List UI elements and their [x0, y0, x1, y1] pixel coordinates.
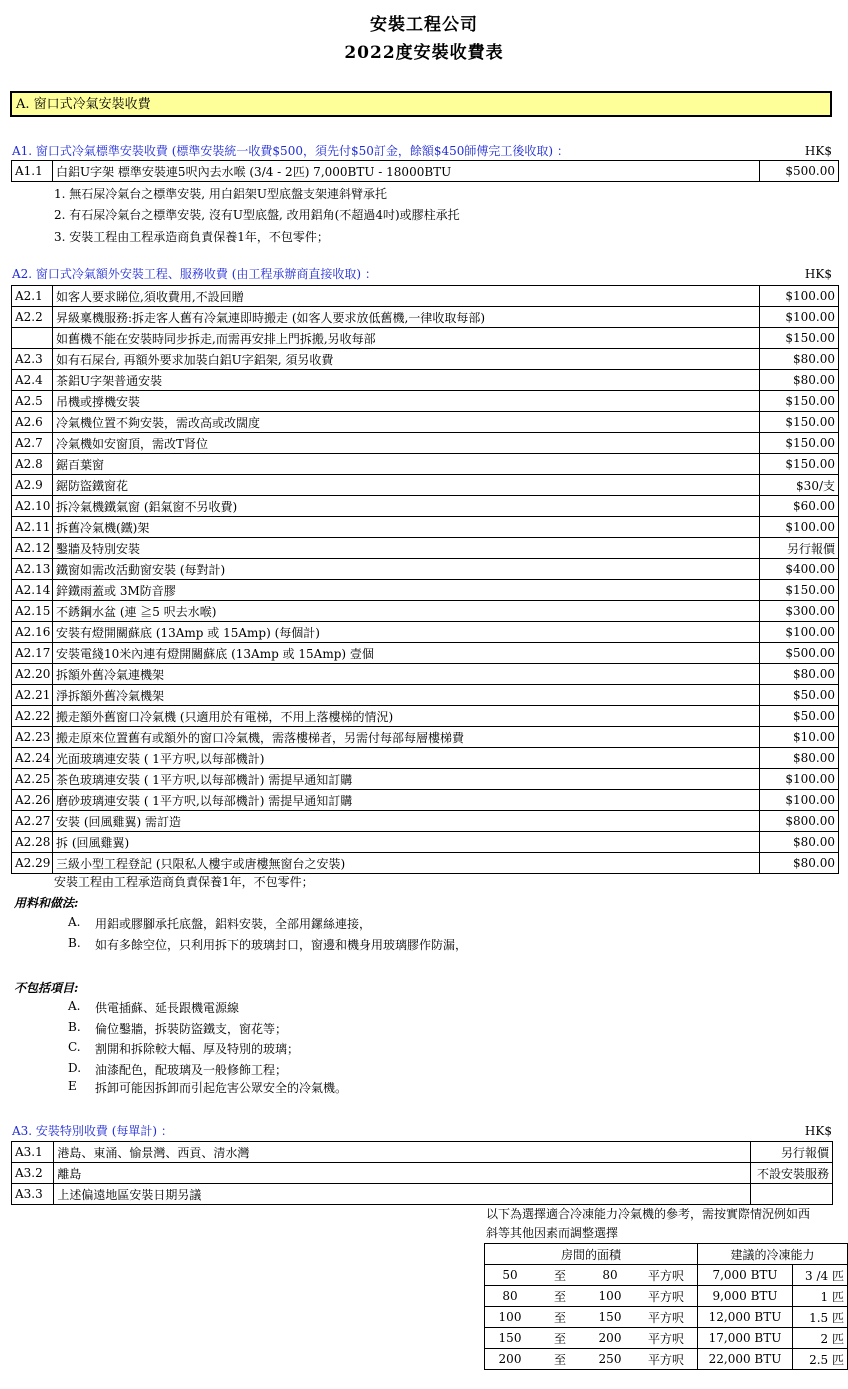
a2-row-code: A2.9 [12, 475, 53, 496]
table-row [12, 622, 839, 643]
a2-row-code: A2.10 [12, 496, 53, 517]
a2-row-code: A2.29 [12, 853, 53, 874]
a2-row-price: $150.00 [760, 391, 839, 412]
area-unit: 平方呎 [635, 1349, 698, 1370]
a2-row-price: $60.00 [760, 496, 839, 517]
a2-row-code: A2.22 [12, 706, 53, 727]
area-from: 200 [485, 1349, 536, 1370]
area-to: 250 [585, 1349, 635, 1370]
hp-value: 2.5 匹 [793, 1349, 848, 1370]
a2-row-code: A2.28 [12, 832, 53, 853]
area-to-word: 至 [535, 1265, 585, 1286]
a2-row-desc: 三級小型工程登記 (只限私人樓宇或唐樓無窗台之安裝) [53, 853, 760, 874]
excluded-label-b: B. [68, 1020, 81, 1034]
table-row [485, 1307, 848, 1328]
a1-note-1: 1. 無石屎冷氣台之標準安裝, 用白鋁架U型底盤支架連斜臂承托 [54, 187, 388, 201]
btu-value: 7,000 BTU [698, 1265, 793, 1286]
a2-row-price: $80.00 [760, 664, 839, 685]
excluded-label-c: C. [68, 1040, 81, 1054]
a2-row-price: $50.00 [760, 685, 839, 706]
table-title: 2022度安裝收費表 [344, 43, 504, 63]
a2-row-desc: 冷氣機位置不夠安裝，需改高或改闊度 [53, 412, 760, 433]
a2-row-desc: 搬走原來位置舊有或額外的窗口冷氣機，需落樓梯者，另需付每部每層樓梯費 [53, 727, 760, 748]
a2-row-price: $150.00 [760, 433, 839, 454]
a2-row-code: A2.15 [12, 601, 53, 622]
a3-heading: A3. 安裝特別收費 (每單計) ： [12, 1124, 173, 1138]
a2-row-code: A2.20 [12, 664, 53, 685]
table-row [12, 769, 839, 790]
table-row [12, 1184, 833, 1205]
a2-row-code: A2.8 [12, 454, 53, 475]
a2-row-desc: 鋸百葉窗 [53, 454, 760, 475]
a2-heading: A2. 窗口式冷氣額外安裝工程、服務收費 (由工程承辦商直接收取) ： [12, 267, 377, 281]
area-unit: 平方呎 [635, 1307, 698, 1328]
a2-header [12, 267, 832, 282]
table-row [12, 832, 839, 853]
reference-text-line1: 以下為選擇適合冷凍能力冷氣機的參考，需按實際情況例如西 [486, 1207, 811, 1221]
a2-row-price: 另行報價 [760, 538, 839, 559]
a2-row-price: $150.00 [760, 454, 839, 475]
table-row [12, 706, 839, 727]
a2-row-price: $100.00 [760, 517, 839, 538]
table-row [12, 391, 839, 412]
col-capacity-header: 建議的冷凍能力 [698, 1244, 848, 1265]
a2-row-code: A2.21 [12, 685, 53, 706]
a2-row-desc: 吊機或撐機安裝 [53, 391, 760, 412]
a2-row-desc: 磨砂玻璃連安裝 ( 1平方呎,以每部機計) 需提早通知訂購 [53, 790, 760, 811]
hp-value: 1.5 匹 [793, 1307, 848, 1328]
excluded-label-a: A. [68, 999, 81, 1013]
col-area-header: 房間的面積 [485, 1244, 698, 1265]
table-row [12, 580, 839, 601]
a2-row-code: A2.2 [12, 307, 53, 328]
a2-row-code: A2.23 [12, 727, 53, 748]
a1-code: A1.1 [12, 161, 53, 182]
a2-row-desc: 如舊機不能在安裝時同步拆走,而需再安排上門拆搬,另收每部 [53, 328, 760, 349]
a2-row-code: A2.6 [12, 412, 53, 433]
table-row [485, 1244, 848, 1265]
a2-row-code: A2.25 [12, 769, 53, 790]
a1-table [11, 160, 839, 182]
a3-desc-1: 港島、東涌、愉景灣、西貢、清水灣 [54, 1142, 751, 1163]
a2-row-desc: 茶鋁U字架普通安裝 [53, 370, 760, 391]
table-row [12, 643, 839, 664]
area-unit: 平方呎 [635, 1328, 698, 1349]
excluded-item-b: 倫位鑿牆，拆裝防盜鐵支，窗花等； [95, 1022, 288, 1036]
a2-row-desc: 拆冷氣機鐵氣窗 (鋁氣窗不另收費) [53, 496, 760, 517]
excluded-item-d: 油漆配色，配玻璃及一般修飾工程； [95, 1063, 288, 1077]
a2-row-code: A2.12 [12, 538, 53, 559]
a2-row-desc: 搬走額外舊窗口冷氣機 (只適用於有電梯，不用上落樓梯的情況) [53, 706, 760, 727]
a2-row-desc: 鋸防盜鐵窗花 [53, 475, 760, 496]
a2-row-price: $80.00 [760, 853, 839, 874]
a1-currency: HK$ [804, 144, 832, 158]
a2-row-desc: 冷氣機如安窗頂，需改T肾位 [53, 433, 760, 454]
area-from: 100 [485, 1307, 536, 1328]
area-unit: 平方呎 [635, 1265, 698, 1286]
a2-footer: 安裝工程由工程承造商負責保養1年，不包零件； [54, 875, 314, 889]
a2-row-price: $80.00 [760, 370, 839, 391]
a2-row-price: $150.00 [760, 328, 839, 349]
table-row [12, 496, 839, 517]
a2-row-desc: 光面玻璃連安裝 ( 1平方呎,以每部機計) [53, 748, 760, 769]
excluded-item-a: 供電插蘇、延長跟機電源線 [95, 1001, 240, 1015]
table-row [12, 664, 839, 685]
a2-row-desc: 鑿牆及特別安裝 [53, 538, 760, 559]
a2-row-price: $400.00 [760, 559, 839, 580]
a2-row-desc: 鋅鐵雨蓋或 3M防音膠 [53, 580, 760, 601]
table-row [12, 538, 839, 559]
table-row [12, 433, 839, 454]
a2-row-desc: 如客人要求睇位,須收費用,不設回贈 [53, 286, 760, 307]
area-to-word: 至 [535, 1307, 585, 1328]
table-row [12, 1163, 833, 1184]
materials-item-b: 如有多餘空位，只利用拆下的玻璃封口，窗邊和機身用玻璃膠作防漏， [95, 938, 468, 952]
a3-desc-3: 上述偏遠地區安裝日期另議 [54, 1184, 751, 1205]
a2-row-price: $30/支 [760, 475, 839, 496]
a2-row-desc: 安裝 (回風雞翼) 需訂造 [53, 811, 760, 832]
table-row [12, 475, 839, 496]
btu-value: 9,000 BTU [698, 1286, 793, 1307]
a3-code-3: A3.3 [12, 1184, 54, 1205]
a2-row-price: $300.00 [760, 601, 839, 622]
area-to: 100 [585, 1286, 635, 1307]
a2-row-desc: 拆舊冷氣機(鐵)架 [53, 517, 760, 538]
a3-code-2: A3.2 [12, 1163, 54, 1184]
a2-row-code: A2.16 [12, 622, 53, 643]
a3-price-3 [751, 1184, 833, 1205]
a1-note-3: 3. 安裝工程由工程承造商負責保養1年，不包零件； [54, 230, 329, 244]
area-to-word: 至 [535, 1328, 585, 1349]
hp-value: 1 匹 [793, 1286, 848, 1307]
hp-value: 2 匹 [793, 1328, 848, 1349]
table-row [12, 161, 839, 182]
a1-header [12, 144, 832, 159]
a1-desc: 白鋁U字架 標準安裝連5呎內去水喉 (3/4 - 2匹) 7,000BTU - 18000BTU [53, 161, 760, 182]
a2-row-price: $10.00 [760, 727, 839, 748]
a2-row-desc: 鐵窗如需改活動窗安裝 (每對計) [53, 559, 760, 580]
table-row [12, 349, 839, 370]
table-row [12, 685, 839, 706]
table-row [12, 748, 839, 769]
a2-row-code: A2.13 [12, 559, 53, 580]
a2-row-desc: 如有石屎台, 再額外要求加裝白鋁U字鋁架, 須另收費 [53, 349, 760, 370]
a2-row-code: A2.4 [12, 370, 53, 391]
a2-row-code: A2.14 [12, 580, 53, 601]
area-to-word: 至 [535, 1349, 585, 1370]
a2-row-desc: 拆額外舊冷氣連機架 [53, 664, 760, 685]
a2-row-code: A2.27 [12, 811, 53, 832]
a3-price-2: 不設安裝服務 [751, 1163, 833, 1184]
excluded-label-e: E [68, 1079, 77, 1093]
a2-row-price: $100.00 [760, 769, 839, 790]
a2-row-price: $500.00 [760, 643, 839, 664]
area-to-word: 至 [535, 1286, 585, 1307]
a2-row-code: A2.26 [12, 790, 53, 811]
a2-row-price: $80.00 [760, 748, 839, 769]
a2-row-code: A2.24 [12, 748, 53, 769]
a2-row-price: $800.00 [760, 811, 839, 832]
table-row [12, 601, 839, 622]
area-to: 200 [585, 1328, 635, 1349]
a3-desc-2: 離島 [54, 1163, 751, 1184]
btu-reference-table [484, 1243, 848, 1370]
a2-row-desc: 淨拆額外舊冷氣機架 [53, 685, 760, 706]
table-row [12, 559, 839, 580]
a2-row-price: $100.00 [760, 286, 839, 307]
table-row [12, 370, 839, 391]
a2-row-price: $150.00 [760, 412, 839, 433]
table-row [12, 412, 839, 433]
a2-row-code: A2.7 [12, 433, 53, 454]
a2-row-desc: 不銹鋼水盆 (連 ≧5 呎去水喉) [53, 601, 760, 622]
excluded-heading: 不包括項目: [14, 981, 79, 995]
table-row [12, 328, 839, 349]
area-from: 150 [485, 1328, 536, 1349]
a3-price-1: 另行報價 [751, 1142, 833, 1163]
a2-row-price: $50.00 [760, 706, 839, 727]
area-to: 150 [585, 1307, 635, 1328]
materials-label-b: B. [68, 936, 81, 950]
table-row [12, 286, 839, 307]
area-unit: 平方呎 [635, 1286, 698, 1307]
a2-row-code: A2.11 [12, 517, 53, 538]
table-row [12, 853, 839, 874]
table-row [12, 811, 839, 832]
company-title: 安裝工程公司 [370, 15, 478, 35]
a2-row-price: $150.00 [760, 580, 839, 601]
a1-note-2: 2. 有石屎冷氣台之標準安裝, 沒有U型底盤, 改用鋁角(不超過4吋)或膠柱承托 [54, 208, 460, 222]
table-row [12, 307, 839, 328]
a1-heading: A1. 窗口式冷氣標準安裝收費 (標準安裝統一收費$500，須先付$50訂金，餘額$450師傅完工後收取) ： [12, 144, 569, 158]
a2-row-code: A2.17 [12, 643, 53, 664]
table-row [485, 1328, 848, 1349]
table-row [12, 1142, 833, 1163]
a2-row-desc: 安裝電綫10米內連有燈開關蘇底 (13Amp 或 15Amp) 壹個 [53, 643, 760, 664]
area-from: 50 [485, 1265, 536, 1286]
excluded-label-d: D. [68, 1061, 82, 1075]
a2-row-code: A2.3 [12, 349, 53, 370]
a2-currency: HK$ [804, 267, 832, 281]
a3-currency: HK$ [804, 1124, 832, 1138]
a2-row-desc: 茶色玻璃連安裝 ( 1平方呎,以每部機計) 需提早通知訂購 [53, 769, 760, 790]
a2-row-price: $80.00 [760, 349, 839, 370]
materials-heading: 用料和做法: [14, 896, 79, 910]
a2-row-price: $80.00 [760, 832, 839, 853]
excluded-item-c: 割開和拆除較大幅、厚及特別的玻璃； [95, 1042, 300, 1056]
area-to: 80 [585, 1265, 635, 1286]
materials-item-a: 用鋁或膠腳承托底盤，鋁料安裝，全部用鏍絲連接， [95, 917, 372, 931]
table-row [12, 727, 839, 748]
a2-table [11, 285, 839, 874]
section-a-heading: A. 窗口式冷氣安裝收費 [10, 91, 832, 117]
table-row [485, 1286, 848, 1307]
table-row [12, 517, 839, 538]
a3-code-1: A3.1 [12, 1142, 54, 1163]
a2-row-code [12, 328, 53, 349]
table-row [485, 1265, 848, 1286]
table-row [485, 1349, 848, 1370]
a3-table [11, 1141, 833, 1205]
area-from: 80 [485, 1286, 536, 1307]
a1-price: $500.00 [760, 161, 839, 182]
excluded-item-e: 拆卸可能因拆卸而引起危害公眾安全的冷氣機。 [95, 1081, 348, 1095]
a2-row-desc: 安裝有燈開關蘇底 (13Amp 或 15Amp) (每個計) [53, 622, 760, 643]
a2-row-desc: 拆 (回風雞翼) [53, 832, 760, 853]
btu-value: 17,000 BTU [698, 1328, 793, 1349]
table-row [12, 790, 839, 811]
materials-label-a: A. [68, 915, 81, 929]
btu-value: 22,000 BTU [698, 1349, 793, 1370]
a2-row-price: $100.00 [760, 790, 839, 811]
a2-row-price: $100.00 [760, 622, 839, 643]
hp-value: 3 /4 匹 [793, 1265, 848, 1286]
reference-text-line2: 斜等其他因素而調整選擇 [486, 1226, 619, 1240]
a3-header [12, 1124, 832, 1139]
btu-value: 12,000 BTU [698, 1307, 793, 1328]
a2-row-price: $100.00 [760, 307, 839, 328]
a2-row-code: A2.5 [12, 391, 53, 412]
a2-row-code: A2.1 [12, 286, 53, 307]
a2-row-desc: 昇級稟機服務:拆走客人舊有冷氣連即時搬走 (如客人要求放低舊機,一律收取每部) [53, 307, 760, 328]
table-row [12, 454, 839, 475]
